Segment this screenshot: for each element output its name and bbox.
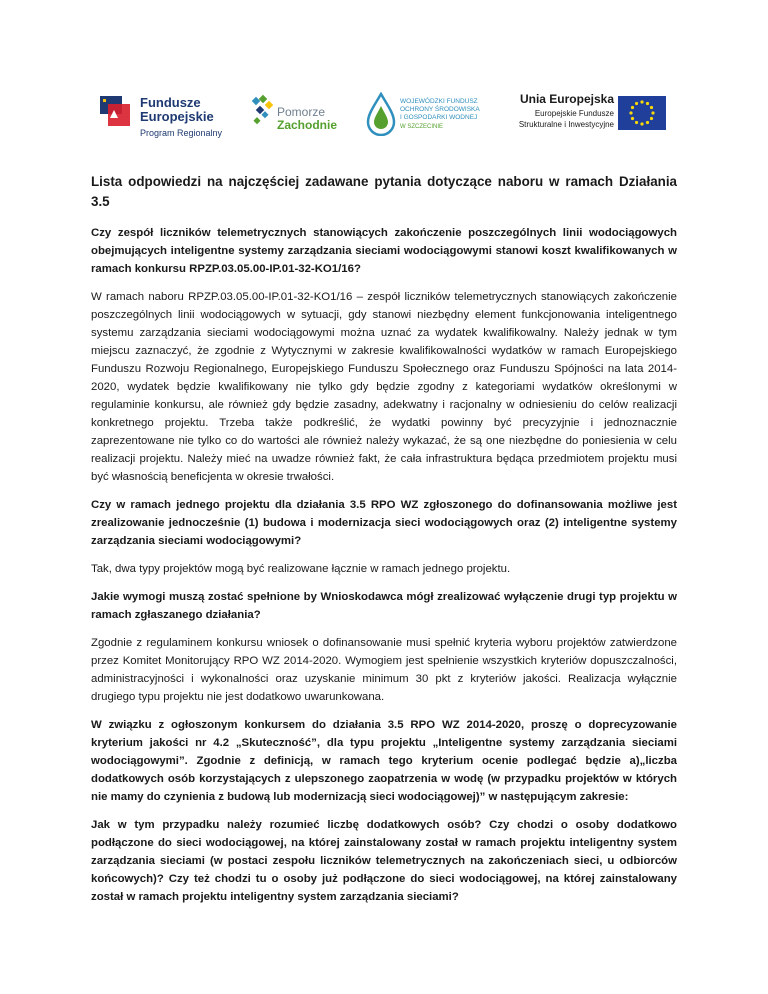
question-1: Czy zespół liczników telemetrycznych stanowiących zakończenie poszczególnych linii wodociągowych obejmujących inteligentne systemy zarządzania sieciami wodociągowymi stanowi koszt kwalifikowanych w ramach konkursu RPZP.03.05.00-IP.01-32-KO1/16?	[91, 227, 677, 275]
question-3: Jakie wymogi muszą zostać spełnione by Wnioskodawca mógł zrealizować wyłączenie drugi typ projektu w ramach zgłaszanego działania?	[91, 591, 677, 621]
eu-flag-icon	[618, 96, 666, 130]
question-2: Czy w ramach jednego projektu dla działania 3.5 RPO WZ zgłoszonego do dofinansowania możliwe jest zrealizowanie jednocześnie (1) budowa i modernizacja sieci wodociągowych oraz (2) inteligentne systemy zarządzania sieciami wodociągowymi?	[91, 499, 677, 547]
pomorze-zachodnie-logo	[251, 86, 351, 148]
fe-line3: Program Regionalny	[140, 128, 223, 138]
pomorze-zachodnie-icon	[251, 94, 277, 132]
fundusze-europejskie-icon	[100, 92, 134, 132]
pz-line1: Pomorze	[277, 105, 326, 119]
logo-bar	[96, 86, 670, 148]
ue-line1: Unia Europejska	[519, 92, 614, 106]
wfos-line2: OCHRONY ŚRODOWISKA	[400, 106, 480, 113]
fundusze-europejskie-logo	[100, 86, 225, 148]
pz-line2: Zachodnie	[277, 118, 338, 132]
water-drop-icon	[366, 92, 396, 136]
fe-line2: Europejskie	[140, 109, 214, 124]
answer-3: Zgodnie z regulaminem konkursu wniosek o dofinansowanie musi spełnić kryteria wyboru projektów zatwierdzone przez Komitet Monitorujący RPO WZ 2014-2020. Wymogiem jest spełnienie wszystkich kryteriów dopuszczalności, administracyjności i wykonalności oraz uzyskanie minimum 30 pkt z kryteriów jakości. Realizacja wyłącznie drugiego typu projektu nie jest dodatkowo uwarunkowana.	[91, 637, 677, 703]
ue-line2: Europejskie Fundusze	[534, 109, 614, 118]
wfos-line1: WOJEWÓDZKI FUNDUSZ	[400, 98, 478, 105]
document-title: Lista odpowiedzi na najczęściej zadawane pytania dotyczące naboru w ramach Działania 3.5	[91, 174, 677, 209]
wfos-line3: I GOSPODARKI WODNEJ	[400, 114, 478, 121]
ue-line3: Strukturalne i Inwestycyjne	[518, 120, 614, 129]
answer-2: Tak, dwa typy projektów mogą być realizowane łącznie w ramach jednego projektu.	[91, 563, 511, 575]
answer-1: W ramach naboru RPZP.03.05.00-IP.01-32-KO1/16 – zespół liczników telemetrycznych stanowiących zakończenie poszczególnych linii wodociągowych w sytuacji, gdy stanowi niezbędny element funkcjonowania inteligentnego systemu zarządzania sieciami wodociągowymi można uznać za wydatek kwalifikowalny. Należy jednak w tym miejscu zaznaczyć, że zgodnie z Wytycznymi w zakresie kwalifikowalności wydatków w ramach Europejskiego Funduszu Rozwoju Regionalnego, Europejskiego Funduszu Społecznego oraz Funduszu Spójności na lata 2014-2020, wydatek będzie kwalifikowany nie tylko gdy będzie zgodny z kategoriami wydatków określonymi w regulaminie konkursu, ale również gdy będzie zasadny, adekwatny i racjonalny w odniesieniu do celów realizacji konkretnego projektu. Trzeba także podkreślić, że wydatki powinny być precyzyjnie i jednoznacznie zaprezentowane nie tylko co do wartości ale również należy wykazać, że są one niezbędne do poniesienia w celu realizacji projektu. Należy mieć na uwadze również fakt, że cała infrastruktura będąca przedmiotem projektu musi być własnością beneficjenta w okresie trwałości.	[91, 291, 677, 483]
wfos-logo	[366, 86, 501, 148]
wfos-line4: W SZCZECINIE	[400, 124, 443, 130]
unia-europejska-logo	[506, 86, 670, 148]
fe-line1: Fundusze	[140, 95, 201, 110]
question-5: Jak w tym przypadku należy rozumieć liczbę dodatkowych osób? Czy chodzi o osoby dodatkowo podłączone do sieci wodociągowej, na której zainstalowany został w ramach projektu inteligentny system zarządzania sieciami (w postaci zespołu liczników telemetrycznych na zakończeniach sieci, u odbiorców końcowych)? Czy też chodzi tu o osoby już podłączone do sieci wodociągowej, na której zainstalowany został w ramach projektu inteligentny system zarządzania sieciami?	[91, 819, 677, 903]
document-body	[91, 172, 677, 916]
question-4: W związku z ogłoszonym konkursem do działania 3.5 RPO WZ 2014-2020, proszę o doprecyzowanie kryterium jakości nr 4.2 „Skuteczność”, dla typu projektu „Inteligentne systemy zarządzania sieciami wodociągowymi”. Zgodnie z definicją, w ramach tego kryterium ocenie podlegać będzie a)„liczba dodatkowych osób korzystających z ulepszonego zaopatrzenia w wodę (w przypadku projektów w których nie mamy do czynienia z budową lub modernizacją sieci wodociągowej)” w następującym zakresie:	[91, 719, 677, 803]
